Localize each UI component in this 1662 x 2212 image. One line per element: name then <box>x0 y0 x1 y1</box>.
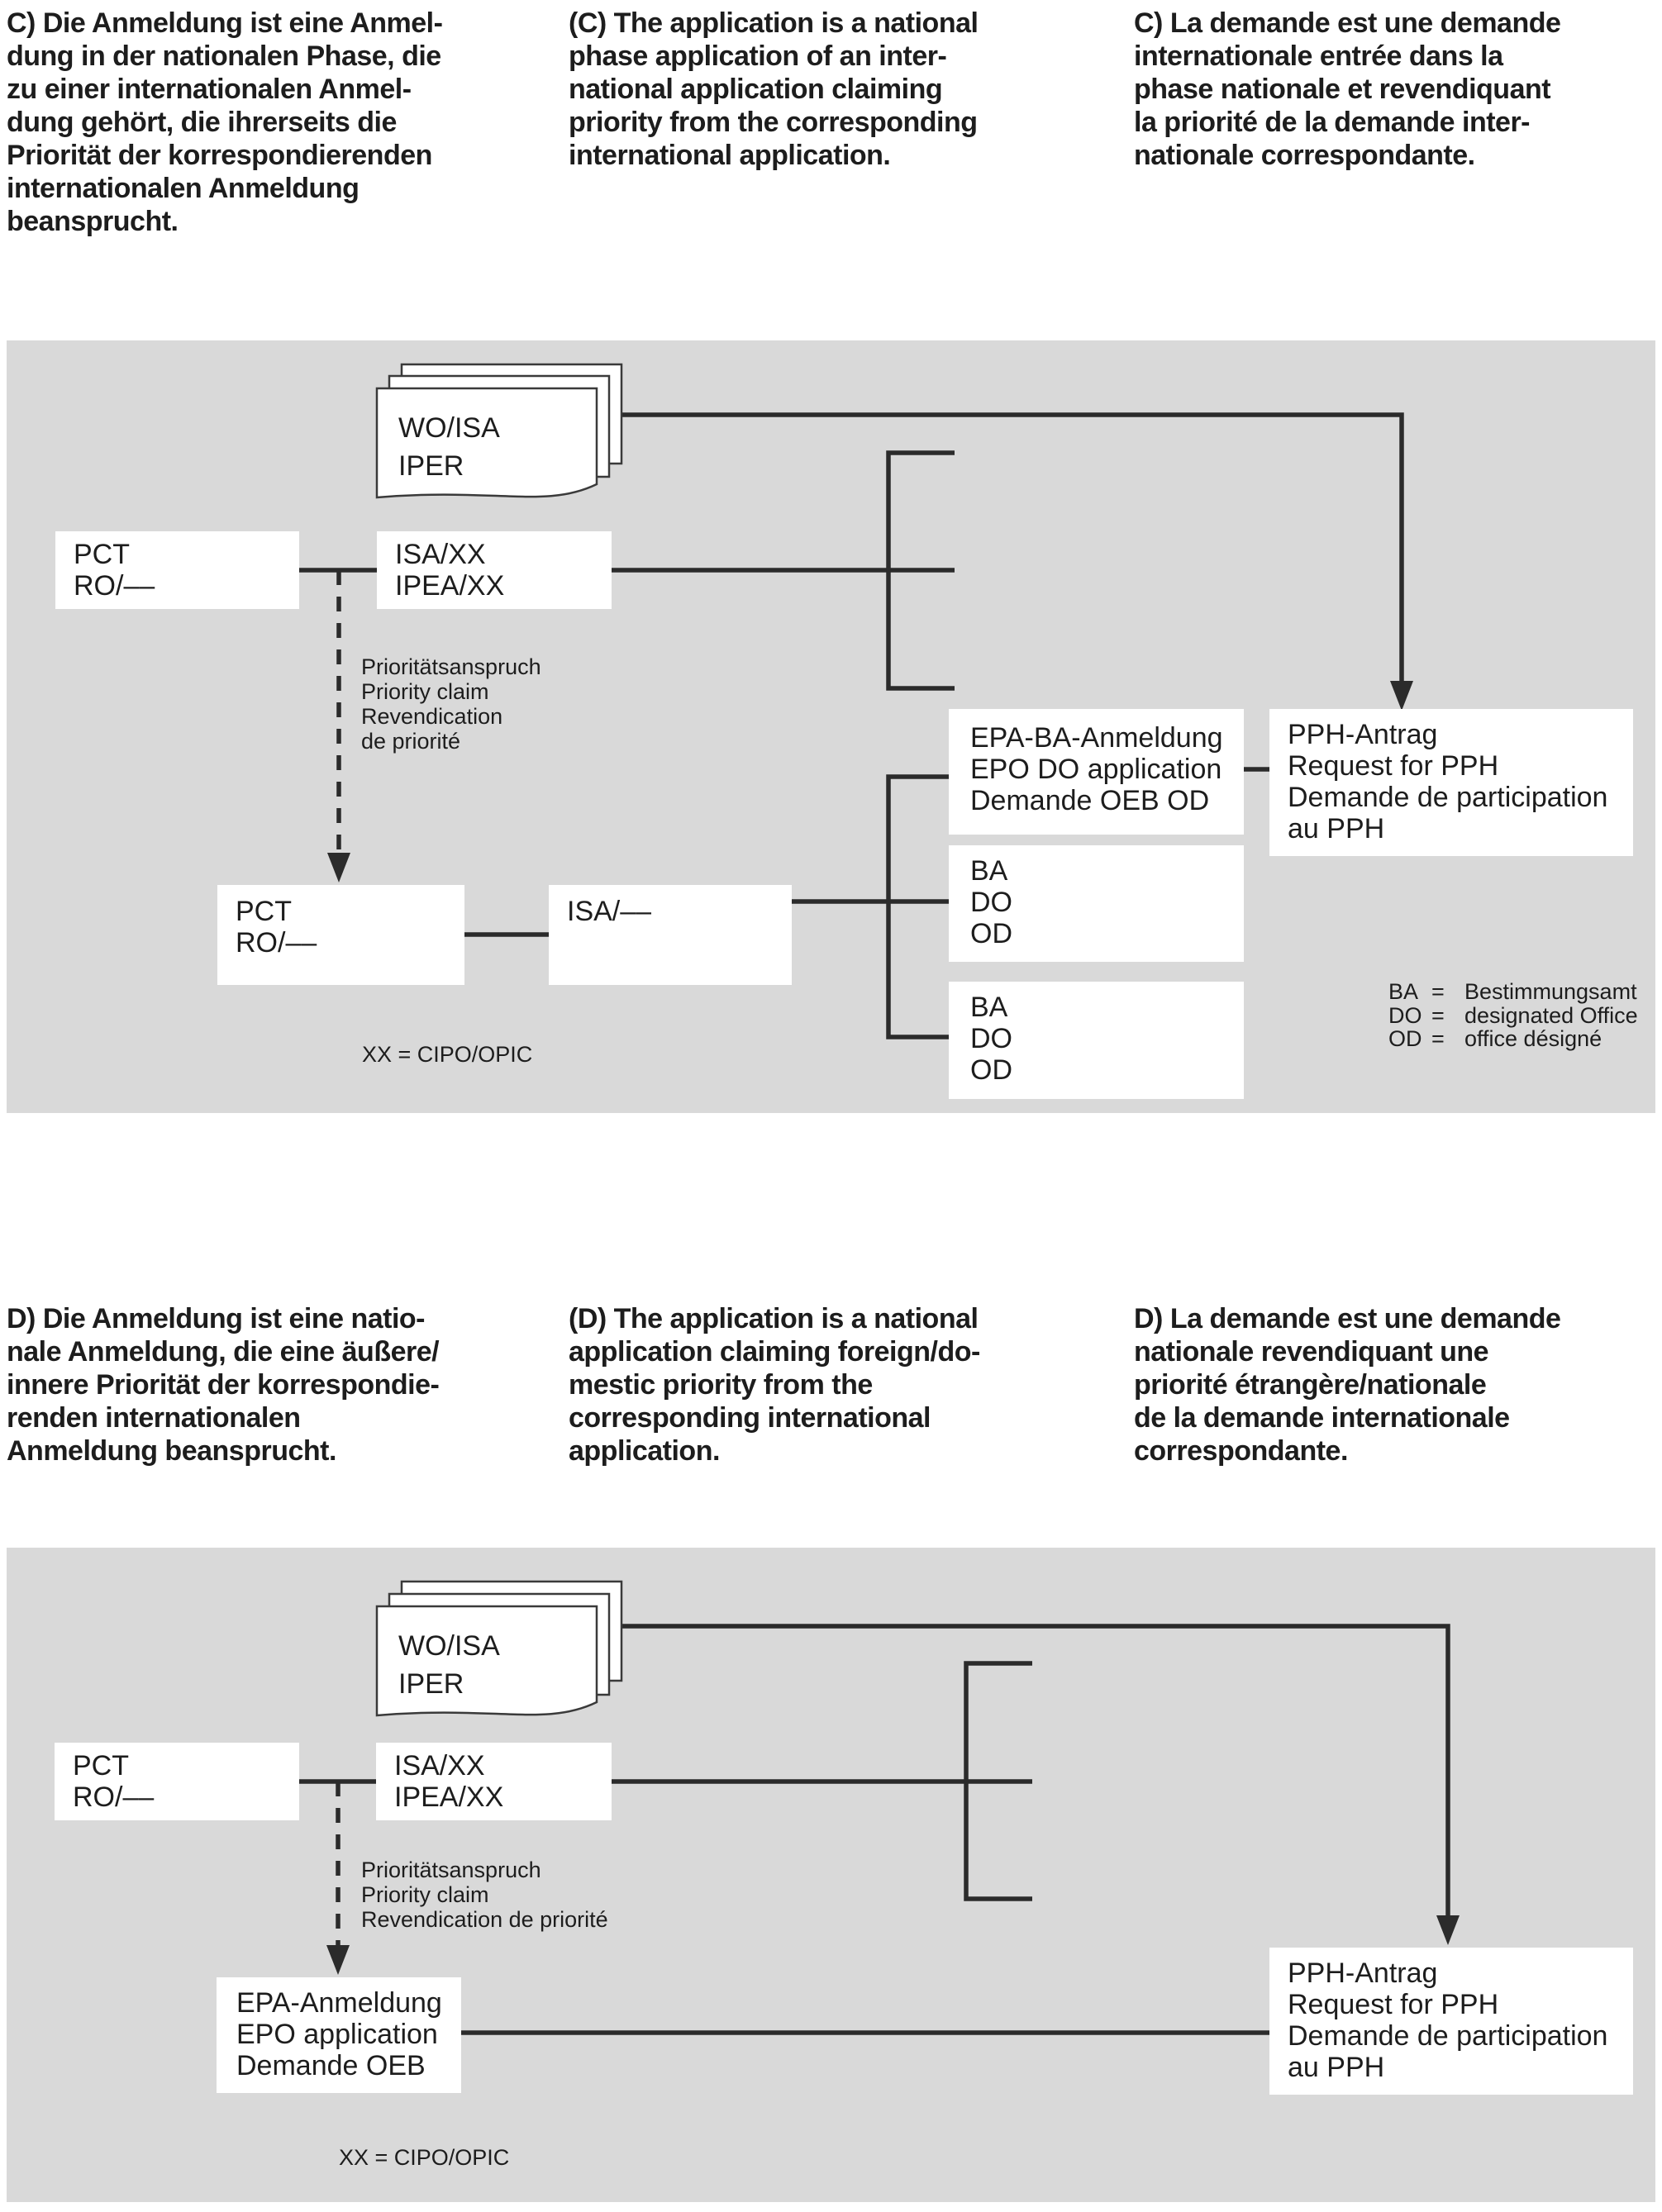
c-de-line: dung gehört, die ihrerseits die <box>7 107 397 138</box>
box-line: PCT <box>73 1750 129 1781</box>
label-line: Prioritätsanspruch <box>361 654 541 679</box>
c-de-line: zu einer internationalen Anmel- <box>7 74 412 105</box>
c-de-line: C) Die Anmeldung ist eine Anmel- <box>7 7 443 39</box>
pph-request-box-1 <box>1269 709 1633 856</box>
xx-note-1 <box>362 1042 532 1067</box>
d-text-english <box>569 1302 1110 1468</box>
c-de-line: internationalen Anmeldung <box>7 173 360 204</box>
doc-line: WO/ISA <box>398 1630 500 1662</box>
legend-equals: = <box>1431 1002 1445 1028</box>
xx-note-2 <box>339 2145 509 2170</box>
label-line: Prioritätsanspruch <box>361 1858 541 1882</box>
legend-value: Bestimmungsamt <box>1464 979 1637 1004</box>
d-en-line: corresponding international <box>569 1402 931 1434</box>
box-line: ISA/–– <box>567 896 652 927</box>
d-fr-line: de la demande internationale <box>1134 1402 1510 1434</box>
d-fr-line: correspondante. <box>1134 1435 1348 1467</box>
box-line: PPH-Antrag <box>1288 719 1438 750</box>
box-line: PCT <box>74 539 130 570</box>
d-de-line: nale Anmeldung, die eine äußere/ <box>7 1336 440 1368</box>
box-line: OD <box>970 918 1012 949</box>
isa-box-2 <box>549 885 792 985</box>
diagram2-panel <box>7 1548 1655 2202</box>
box-line: OD <box>970 1054 1012 1086</box>
d-en-line: (D) The application is a national <box>569 1303 979 1334</box>
box-line: IPEA/XX <box>395 570 505 602</box>
legend-row <box>1388 1004 1638 1028</box>
label-line: Priority claim <box>361 679 489 704</box>
priority-claim-label-1 <box>361 654 541 754</box>
legend <box>1388 980 1638 1051</box>
label-line: de priorité <box>361 729 461 754</box>
d-text-german <box>7 1302 552 1468</box>
box-line: au PPH <box>1288 2052 1385 2083</box>
box-line: EPA-Anmeldung <box>236 1987 442 2019</box>
d-fr-line: nationale revendiquant une <box>1134 1336 1489 1368</box>
legend-row <box>1388 980 1638 1004</box>
box-line: EPO application <box>236 2019 438 2050</box>
c-de-line: dung in der nationalen Phase, die <box>7 40 441 72</box>
box-line: Request for PPH <box>1288 1989 1499 2020</box>
c-en-line: priority from the corresponding <box>569 107 978 138</box>
legend-equals: = <box>1431 979 1445 1004</box>
box-line: PPH-Antrag <box>1288 1958 1438 1989</box>
c-en-line: international application. <box>569 140 891 171</box>
c-en-line: (C) The application is a national <box>569 7 979 39</box>
box-line: RO/–– <box>236 927 317 959</box>
c-en-line: national application claiming <box>569 74 943 105</box>
isa-ipea-box-d2 <box>376 1743 612 1820</box>
doc-line: WO/ISA <box>398 412 500 444</box>
ba-do-od-box-1 <box>949 845 1244 962</box>
wo-isa-doc-label-1 <box>398 409 500 485</box>
c-de-line: Priorität der korrespondierenden <box>7 140 432 171</box>
box-line: EPO DO application <box>970 754 1222 785</box>
c-fr-line: C) La demande est une demande <box>1134 7 1561 39</box>
doc-line: IPER <box>398 1668 464 1700</box>
label-line: XX = CIPO/OPIC <box>362 1042 533 1067</box>
epa-ba-application-box <box>949 709 1244 835</box>
c-fr-line: la priorité de la demande inter- <box>1134 107 1531 138</box>
legend-key: DO <box>1388 1002 1422 1028</box>
d-en-line: application. <box>569 1435 720 1467</box>
d-en-line: mestic priority from the <box>569 1369 873 1401</box>
doc-line: IPER <box>398 450 464 482</box>
isa-ipea-box-1 <box>377 531 612 609</box>
box-line: RO/–– <box>74 570 155 602</box>
legend-equals: = <box>1431 1026 1445 1051</box>
box-line: IPEA/XX <box>394 1781 504 1813</box>
c-fr-line: internationale entrée dans la <box>1134 40 1503 72</box>
c-en-line: phase application of an inter- <box>569 40 947 72</box>
box-line: Demande de participation <box>1288 2020 1608 2052</box>
legend-key: BA <box>1388 979 1419 1004</box>
box-line: PCT <box>236 896 292 927</box>
box-line: au PPH <box>1288 813 1385 844</box>
pph-request-box-2 <box>1269 1948 1633 2095</box>
d-de-line: innere Priorität der korrespondie- <box>7 1369 440 1401</box>
box-line: EPA-BA-Anmeldung <box>970 722 1223 754</box>
ba-do-od-box-2 <box>949 982 1244 1099</box>
box-line: DO <box>970 1023 1012 1054</box>
box-line: ISA/XX <box>395 539 486 570</box>
d-fr-line: priorité étrangère/nationale <box>1134 1369 1487 1401</box>
box-line: Demande OEB OD <box>970 785 1210 816</box>
epa-application-box <box>217 1977 461 2093</box>
legend-value: office désigné <box>1464 1026 1602 1051</box>
d-de-line: D) Die Anmeldung ist eine natio- <box>7 1303 425 1334</box>
box-line: DO <box>970 887 1012 918</box>
legend-key: OD <box>1388 1026 1422 1051</box>
box-line: Demande de participation <box>1288 782 1608 813</box>
d-de-line: Anmeldung beansprucht. <box>7 1435 336 1467</box>
box-line: ISA/XX <box>394 1750 485 1781</box>
c-fr-line: phase nationale et revendiquant <box>1134 74 1551 105</box>
label-line: Revendication de priorité <box>361 1907 608 1932</box>
box-line: BA <box>970 855 1008 887</box>
box-line: Request for PPH <box>1288 750 1499 782</box>
d-fr-line: D) La demande est une demande <box>1134 1303 1561 1334</box>
legend-value: designated Office <box>1464 1002 1638 1028</box>
box-line: Demande OEB <box>236 2050 426 2081</box>
box-line: RO/–– <box>73 1781 155 1813</box>
pct-ro-box-d2 <box>55 1743 299 1820</box>
label-line: XX = CIPO/OPIC <box>339 2145 510 2170</box>
pct-ro-box-2 <box>217 885 464 985</box>
d-en-line: application claiming foreign/do- <box>569 1336 980 1368</box>
c-fr-line: nationale correspondante. <box>1134 140 1475 171</box>
label-line: Revendication <box>361 704 503 729</box>
d-de-line: renden internationalen <box>7 1402 301 1434</box>
wo-isa-doc-label-2 <box>398 1627 500 1703</box>
label-line: Priority claim <box>361 1882 489 1907</box>
legend-row <box>1388 1027 1638 1051</box>
d-text-french <box>1134 1302 1659 1468</box>
c-de-line: beansprucht. <box>7 206 179 237</box>
box-line: BA <box>970 992 1008 1023</box>
pct-ro-box-1 <box>55 531 299 609</box>
priority-claim-label-2 <box>361 1858 608 1932</box>
